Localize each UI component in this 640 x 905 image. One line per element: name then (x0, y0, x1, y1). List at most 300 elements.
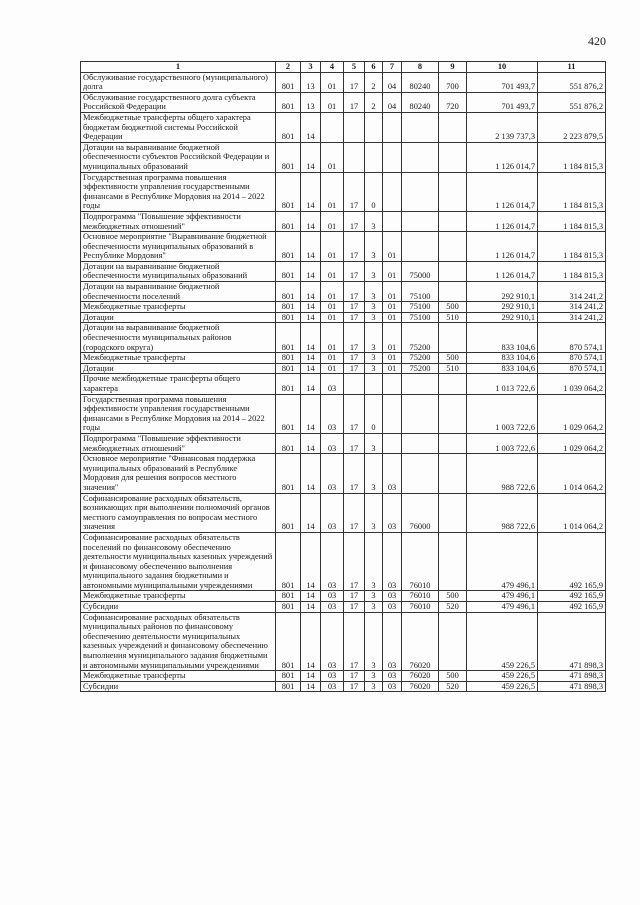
activity-cell: 03 (383, 612, 402, 671)
section-cell: 13 (301, 72, 321, 92)
admin-code-cell: 801 (276, 112, 301, 142)
subsection-cell: 01 (321, 211, 344, 231)
amount-2021-cell: 2 139 737,3 (467, 112, 538, 142)
admin-code-cell: 801 (276, 72, 301, 92)
activity-cell (383, 433, 402, 453)
table-row (81, 323, 606, 353)
amount-2022-cell: 1 039 064,2 (538, 374, 606, 394)
amount-2021-cell: 833 104,6 (467, 353, 538, 364)
direction-cell: 76020 (402, 671, 439, 682)
subsection-cell: 01 (321, 302, 344, 313)
amount-2021-cell: 459 226,5 (467, 681, 538, 692)
expense-type-cell: 500 (439, 302, 467, 313)
activity-cell: 01 (383, 261, 402, 281)
program-cell: 17 (344, 92, 365, 112)
table-header-row (81, 62, 606, 73)
section-cell: 14 (301, 363, 321, 374)
table-row (81, 591, 606, 602)
row-name-cell: Субсидии (81, 681, 276, 692)
expense-type-cell (439, 323, 467, 353)
amount-2021-cell: 479 496,1 (467, 602, 538, 613)
activity-cell (383, 172, 402, 211)
admin-code-cell: 801 (276, 454, 301, 493)
subsection-cell: 03 (321, 374, 344, 394)
amount-2022-cell: 1 014 064,2 (538, 454, 606, 493)
section-cell: 14 (301, 612, 321, 671)
activity-cell: 03 (383, 671, 402, 682)
amount-2022-cell: 471 898,3 (538, 612, 606, 671)
amount-2021-cell: 1 126 014,7 (467, 211, 538, 231)
admin-code-cell: 801 (276, 532, 301, 591)
subsection-cell: 03 (321, 612, 344, 671)
direction-cell (402, 433, 439, 453)
admin-code-cell: 801 (276, 374, 301, 394)
subprogram-cell: 3 (365, 312, 383, 323)
expense-type-cell (439, 493, 467, 532)
row-name-cell: Межбюджетные трансферты (81, 353, 276, 364)
header-cell: 5 (344, 62, 365, 73)
activity-cell: 01 (383, 363, 402, 374)
header-cell: 3 (301, 62, 321, 73)
expense-type-cell: 720 (439, 92, 467, 112)
expense-type-cell: 520 (439, 681, 467, 692)
table-row (81, 671, 606, 682)
amount-2022-cell: 551 876,2 (538, 72, 606, 92)
amount-2021-cell: 1 126 014,7 (467, 172, 538, 211)
expense-type-cell: 500 (439, 591, 467, 602)
expense-type-cell (439, 532, 467, 591)
table-row (81, 433, 606, 453)
amount-2022-cell: 1 184 815,3 (538, 142, 606, 172)
activity-cell: 01 (383, 302, 402, 313)
subprogram-cell: 3 (365, 363, 383, 374)
admin-code-cell: 801 (276, 323, 301, 353)
admin-code-cell: 801 (276, 312, 301, 323)
admin-code-cell: 801 (276, 394, 301, 433)
subprogram-cell: 3 (365, 433, 383, 453)
table-row (81, 454, 606, 493)
direction-cell: 76010 (402, 591, 439, 602)
row-name-cell: Основное мероприятие "Выравнивание бюджетной обеспеченности муниципальных образований в Республике Мордовия" (81, 232, 276, 262)
activity-cell: 03 (383, 454, 402, 493)
activity-cell: 03 (383, 602, 402, 613)
admin-code-cell: 801 (276, 363, 301, 374)
subsection-cell: 01 (321, 142, 344, 172)
subsection-cell: 01 (321, 232, 344, 262)
header-cell: 7 (383, 62, 402, 73)
subprogram-cell: 3 (365, 211, 383, 231)
table-row (81, 353, 606, 364)
subsection-cell: 03 (321, 493, 344, 532)
table-row (81, 261, 606, 281)
activity-cell: 04 (383, 72, 402, 92)
section-cell: 14 (301, 172, 321, 211)
amount-2021-cell: 479 496,1 (467, 591, 538, 602)
program-cell (344, 112, 365, 142)
direction-cell (402, 211, 439, 231)
direction-cell: 75000 (402, 261, 439, 281)
row-name-cell: Обслуживание государственного долга субъекта Российской Федерации (81, 92, 276, 112)
subsection-cell: 01 (321, 312, 344, 323)
subprogram-cell: 3 (365, 681, 383, 692)
expense-type-cell (439, 211, 467, 231)
admin-code-cell: 801 (276, 261, 301, 281)
program-cell: 17 (344, 591, 365, 602)
admin-code-cell: 801 (276, 433, 301, 453)
program-cell: 17 (344, 671, 365, 682)
row-name-cell: Межбюджетные трансферты (81, 671, 276, 682)
table-row (81, 612, 606, 671)
direction-cell (402, 454, 439, 493)
direction-cell (402, 172, 439, 211)
direction-cell (402, 232, 439, 262)
activity-cell: 01 (383, 353, 402, 364)
admin-code-cell: 801 (276, 211, 301, 231)
subprogram-cell: 3 (365, 591, 383, 602)
subprogram-cell: 3 (365, 302, 383, 313)
amount-2022-cell: 2 223 879,5 (538, 112, 606, 142)
subsection-cell: 03 (321, 433, 344, 453)
program-cell: 17 (344, 261, 365, 281)
admin-code-cell: 801 (276, 172, 301, 211)
table-row (81, 681, 606, 692)
row-name-cell: Обслуживание государственного (муниципального) долга (81, 72, 276, 92)
program-cell: 17 (344, 302, 365, 313)
section-cell: 14 (301, 374, 321, 394)
subsection-cell: 01 (321, 172, 344, 211)
activity-cell (383, 374, 402, 394)
subprogram-cell: 3 (365, 232, 383, 262)
program-cell: 17 (344, 493, 365, 532)
amount-2022-cell: 492 165,9 (538, 602, 606, 613)
subsection-cell: 03 (321, 681, 344, 692)
direction-cell: 76010 (402, 602, 439, 613)
admin-code-cell: 801 (276, 232, 301, 262)
section-cell: 14 (301, 493, 321, 532)
subsection-cell: 03 (321, 602, 344, 613)
amount-2022-cell: 1 184 815,3 (538, 232, 606, 262)
row-name-cell: Дотации на выравнивание бюджетной обеспеченности муниципальных образований (81, 261, 276, 281)
table-row (81, 172, 606, 211)
section-cell: 14 (301, 353, 321, 364)
subprogram-cell: 3 (365, 532, 383, 591)
direction-cell: 76020 (402, 681, 439, 692)
expense-type-cell: 510 (439, 363, 467, 374)
amount-2021-cell: 833 104,6 (467, 323, 538, 353)
subprogram-cell: 3 (365, 612, 383, 671)
amount-2021-cell: 1 126 014,7 (467, 232, 538, 262)
subsection-cell: 03 (321, 532, 344, 591)
subsection-cell: 01 (321, 323, 344, 353)
program-cell: 17 (344, 681, 365, 692)
direction-cell (402, 142, 439, 172)
activity-cell: 04 (383, 92, 402, 112)
program-cell: 17 (344, 323, 365, 353)
amount-2021-cell: 292 910,1 (467, 282, 538, 302)
admin-code-cell: 801 (276, 602, 301, 613)
header-cell: 8 (402, 62, 439, 73)
section-cell: 14 (301, 112, 321, 142)
subprogram-cell (365, 142, 383, 172)
row-name-cell: Дотации на выравнивание бюджетной обеспеченности поселений (81, 282, 276, 302)
expense-type-cell: 510 (439, 312, 467, 323)
activity-cell (383, 394, 402, 433)
row-name-cell: Подпрограмма "Повышение эффективности межбюджетных отношений" (81, 433, 276, 453)
amount-2021-cell: 1 003 722,6 (467, 433, 538, 453)
row-name-cell: Межбюджетные трансферты (81, 591, 276, 602)
subprogram-cell: 3 (365, 323, 383, 353)
direction-cell: 75100 (402, 302, 439, 313)
amount-2021-cell: 1 126 014,7 (467, 142, 538, 172)
section-cell: 14 (301, 394, 321, 433)
amount-2022-cell: 492 165,9 (538, 532, 606, 591)
table-row (81, 374, 606, 394)
amount-2022-cell: 314 241,2 (538, 312, 606, 323)
expense-type-cell: 500 (439, 353, 467, 364)
table-row (81, 232, 606, 262)
section-cell: 14 (301, 602, 321, 613)
activity-cell: 03 (383, 532, 402, 591)
amount-2022-cell: 1 029 064,2 (538, 394, 606, 433)
expense-type-cell (439, 454, 467, 493)
program-cell: 17 (344, 211, 365, 231)
activity-cell (383, 142, 402, 172)
section-cell: 14 (301, 671, 321, 682)
table-row (81, 602, 606, 613)
section-cell: 14 (301, 142, 321, 172)
admin-code-cell: 801 (276, 282, 301, 302)
expense-type-cell (439, 612, 467, 671)
row-name-cell: Дотации (81, 363, 276, 374)
program-cell: 17 (344, 394, 365, 433)
direction-cell: 75100 (402, 282, 439, 302)
row-name-cell: Субсидии (81, 602, 276, 613)
row-name-cell: Дотации на выравнивание бюджетной обеспеченности муниципальных районов (городского округа) (81, 323, 276, 353)
row-name-cell: Дотации на выравнивание бюджетной обеспеченности субъектов Российской Федерации и муниципальных образований (81, 142, 276, 172)
subsection-cell: 01 (321, 261, 344, 281)
amount-2022-cell: 870 574,1 (538, 323, 606, 353)
row-name-cell: Софинансирование расходных обязательств поселений по финансовому обеспечению деятельности муниципальных казенных учреждений и финансовому обеспечению выполнения муниципального задания бюджетными и автономными муниципальными учреждениями (81, 532, 276, 591)
subprogram-cell: 3 (365, 353, 383, 364)
direction-cell: 76010 (402, 532, 439, 591)
expense-type-cell: 700 (439, 72, 467, 92)
row-name-cell: Прочие межбюджетные трансферты общего характера (81, 374, 276, 394)
program-cell: 17 (344, 433, 365, 453)
subprogram-cell: 0 (365, 172, 383, 211)
activity-cell: 01 (383, 312, 402, 323)
direction-cell (402, 374, 439, 394)
program-cell: 17 (344, 454, 365, 493)
section-cell: 14 (301, 261, 321, 281)
program-cell (344, 374, 365, 394)
activity-cell: 03 (383, 493, 402, 532)
subprogram-cell (365, 374, 383, 394)
row-name-cell: Дотации (81, 312, 276, 323)
admin-code-cell: 801 (276, 493, 301, 532)
subsection-cell: 03 (321, 454, 344, 493)
subsection-cell: 01 (321, 92, 344, 112)
amount-2022-cell: 1 184 815,3 (538, 172, 606, 211)
amount-2021-cell: 988 722,6 (467, 493, 538, 532)
program-cell: 17 (344, 282, 365, 302)
table-row (81, 72, 606, 92)
direction-cell: 75200 (402, 353, 439, 364)
section-cell: 14 (301, 232, 321, 262)
amount-2022-cell: 1 184 815,3 (538, 211, 606, 231)
amount-2022-cell: 471 898,3 (538, 671, 606, 682)
activity-cell: 01 (383, 323, 402, 353)
section-cell: 14 (301, 211, 321, 231)
section-cell: 14 (301, 323, 321, 353)
table-row (81, 394, 606, 433)
header-cell: 4 (321, 62, 344, 73)
header-cell: 6 (365, 62, 383, 73)
subsection-cell: 01 (321, 282, 344, 302)
subprogram-cell: 3 (365, 282, 383, 302)
subsection-cell: 03 (321, 671, 344, 682)
direction-cell: 75200 (402, 363, 439, 374)
subsection-cell: 01 (321, 353, 344, 364)
subprogram-cell: 3 (365, 493, 383, 532)
expense-type-cell: 500 (439, 671, 467, 682)
activity-cell (383, 211, 402, 231)
direction-cell: 75100 (402, 312, 439, 323)
amount-2021-cell: 292 910,1 (467, 312, 538, 323)
activity-cell: 03 (383, 591, 402, 602)
expense-type-cell: 520 (439, 602, 467, 613)
program-cell: 17 (344, 72, 365, 92)
amount-2022-cell: 870 574,1 (538, 363, 606, 374)
page-number: 420 (588, 34, 606, 48)
amount-2022-cell: 471 898,3 (538, 681, 606, 692)
header-cell: 2 (276, 62, 301, 73)
admin-code-cell: 801 (276, 591, 301, 602)
program-cell: 17 (344, 172, 365, 211)
table-row (81, 282, 606, 302)
activity-cell (383, 112, 402, 142)
direction-cell: 76020 (402, 612, 439, 671)
subprogram-cell: 3 (365, 454, 383, 493)
row-name-cell: Софинансирование расходных обязательств муниципальных районов по финансовому обеспечению деятельности муниципальных казенных учреждений и финансовому обеспечению выполнения муниципального задания бюджетными и автономными муниципальными учреждениями (81, 612, 276, 671)
row-name-cell: Межбюджетные трансферты общего характера бюджетам бюджетной системы Российской Федерации (81, 112, 276, 142)
admin-code-cell: 801 (276, 142, 301, 172)
amount-2022-cell: 314 241,2 (538, 282, 606, 302)
program-cell: 17 (344, 602, 365, 613)
header-cell: 11 (538, 62, 606, 73)
subsection-cell: 03 (321, 591, 344, 602)
expense-type-cell (439, 232, 467, 262)
amount-2022-cell: 1 029 064,2 (538, 433, 606, 453)
program-cell: 17 (344, 312, 365, 323)
program-cell: 17 (344, 532, 365, 591)
direction-cell: 80240 (402, 72, 439, 92)
expense-type-cell (439, 394, 467, 433)
subprogram-cell: 0 (365, 394, 383, 433)
table-row (81, 493, 606, 532)
section-cell: 14 (301, 433, 321, 453)
section-cell: 14 (301, 282, 321, 302)
expense-type-cell (439, 112, 467, 142)
table-row (81, 92, 606, 112)
amount-2021-cell: 459 226,5 (467, 612, 538, 671)
amount-2021-cell: 701 493,7 (467, 72, 538, 92)
section-cell: 14 (301, 454, 321, 493)
amount-2021-cell: 1 013 722,6 (467, 374, 538, 394)
direction-cell: 75200 (402, 323, 439, 353)
subprogram-cell: 2 (365, 72, 383, 92)
section-cell: 14 (301, 302, 321, 313)
expense-type-cell (439, 374, 467, 394)
section-cell: 14 (301, 591, 321, 602)
amount-2021-cell: 479 496,1 (467, 532, 538, 591)
amount-2022-cell: 1 014 064,2 (538, 493, 606, 532)
row-name-cell: Государственная программа повышения эффективности управления государственными финансами в Республике Мордовия на 2014 – 2022 годы (81, 394, 276, 433)
subsection-cell (321, 112, 344, 142)
program-cell: 17 (344, 232, 365, 262)
activity-cell: 01 (383, 232, 402, 262)
table-row (81, 302, 606, 313)
direction-cell (402, 394, 439, 433)
program-cell: 17 (344, 363, 365, 374)
amount-2021-cell: 701 493,7 (467, 92, 538, 112)
admin-code-cell: 801 (276, 302, 301, 313)
amount-2022-cell: 551 876,2 (538, 92, 606, 112)
admin-code-cell: 801 (276, 353, 301, 364)
activity-cell: 01 (383, 282, 402, 302)
amount-2022-cell: 870 574,1 (538, 353, 606, 364)
amount-2022-cell: 314 241,2 (538, 302, 606, 313)
table-row (81, 112, 606, 142)
row-name-cell: Межбюджетные трансферты (81, 302, 276, 313)
subsection-cell: 01 (321, 72, 344, 92)
expense-type-cell (439, 142, 467, 172)
amount-2022-cell: 1 184 815,3 (538, 261, 606, 281)
program-cell (344, 142, 365, 172)
subprogram-cell: 3 (365, 261, 383, 281)
table-row (81, 363, 606, 374)
header-cell: 9 (439, 62, 467, 73)
table-body (81, 62, 606, 692)
subsection-cell: 03 (321, 394, 344, 433)
amount-2021-cell: 292 910,1 (467, 302, 538, 313)
row-name-cell: Основное мероприятие "Финансовая поддержка муниципальных образований в Республике Мордовия для решения вопросов местного значения" (81, 454, 276, 493)
section-cell: 14 (301, 312, 321, 323)
admin-code-cell: 801 (276, 671, 301, 682)
row-name-cell: Софинансирование расходных обязательств, возникающих при выполнении полномочий органов местного самоуправления по вопросам местного значения (81, 493, 276, 532)
expense-type-cell (439, 433, 467, 453)
direction-cell (402, 112, 439, 142)
section-cell: 14 (301, 681, 321, 692)
budget-table (80, 61, 606, 692)
admin-code-cell: 801 (276, 612, 301, 671)
table-row (81, 211, 606, 231)
amount-2021-cell: 1 126 014,7 (467, 261, 538, 281)
amount-2022-cell: 492 165,9 (538, 591, 606, 602)
admin-code-cell: 801 (276, 681, 301, 692)
amount-2021-cell: 1 003 722,6 (467, 394, 538, 433)
expense-type-cell (439, 261, 467, 281)
row-name-cell: Подпрограмма "Повышение эффективности межбюджетных отношений" (81, 211, 276, 231)
amount-2021-cell: 988 722,6 (467, 454, 538, 493)
subprogram-cell: 3 (365, 671, 383, 682)
direction-cell: 76000 (402, 493, 439, 532)
subsection-cell: 01 (321, 363, 344, 374)
section-cell: 13 (301, 92, 321, 112)
subprogram-cell (365, 112, 383, 142)
table-row (81, 312, 606, 323)
direction-cell: 80240 (402, 92, 439, 112)
activity-cell: 03 (383, 681, 402, 692)
